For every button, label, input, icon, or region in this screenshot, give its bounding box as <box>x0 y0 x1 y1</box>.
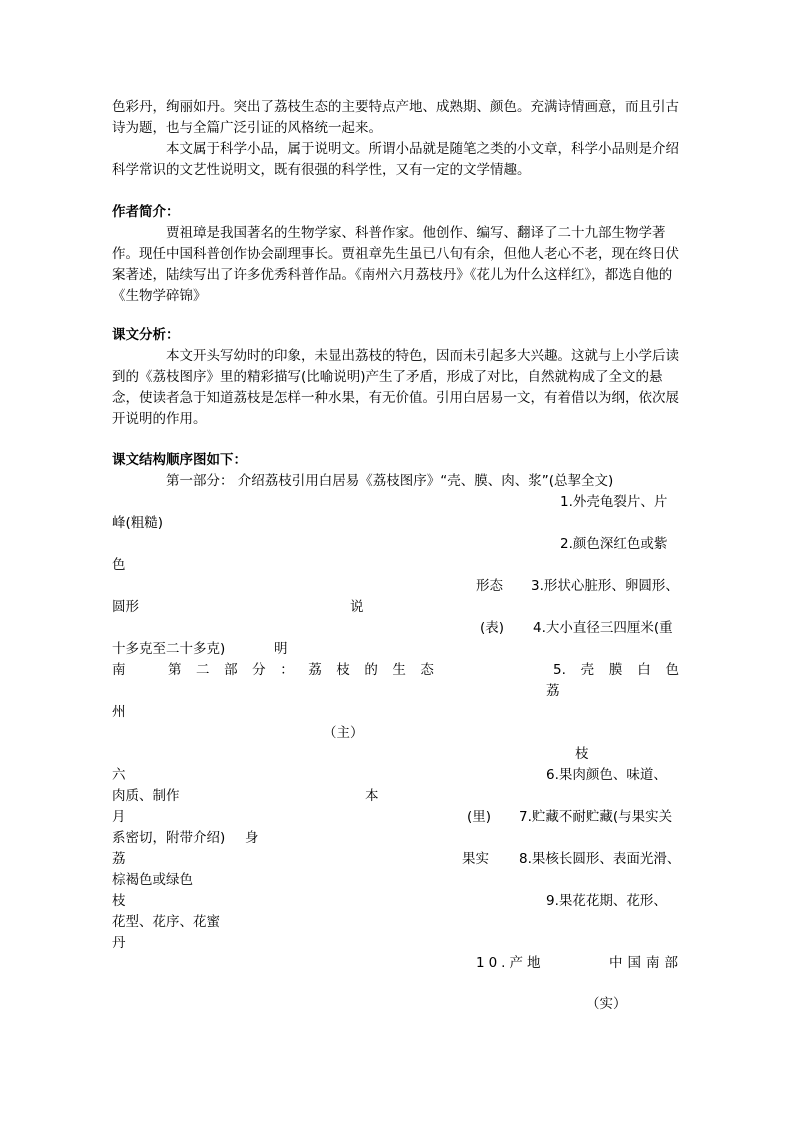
structure-part1: 第一部分： 介绍荔枝引用白居易《荔枝图序》“壳、膜、肉、浆”(总挈全文) <box>166 473 614 489</box>
item-8-b: 棕褐色或绿色 <box>112 872 193 888</box>
intro-line: 色彩丹，绚丽如丹。突出了荔枝生态的主要特点产地、成熟期、颜色。充满诗情画意，而且引古诗为题，也与全篇广泛引证的风格统一起来。 <box>112 99 679 136</box>
item-2-a: 2.颜色深红色或紫 <box>560 536 668 552</box>
part2-char: ： <box>280 662 294 678</box>
part2-char: 态 <box>420 662 434 678</box>
part2-char: 分 <box>252 662 266 678</box>
label-ming: 明 <box>274 641 288 657</box>
structure-heading: 课文结构顺序图如下： <box>112 452 247 468</box>
label-zhi2: 枝 <box>112 893 126 909</box>
item-8-a: 8.果核长圆形、表面光滑、 <box>519 851 681 867</box>
label-liu: 六 <box>112 767 126 783</box>
part2-char: 二 <box>196 662 210 678</box>
label-li-paren: (里) <box>467 809 492 825</box>
part2-char: 生 <box>392 662 406 678</box>
item-3-b: 圆形 <box>112 599 139 615</box>
analysis-section <box>112 325 682 430</box>
intro-section <box>112 97 682 181</box>
item-10-b: 中国南部 <box>609 955 683 971</box>
item-5 <box>553 660 679 681</box>
label-xingtai: 形态 <box>476 578 503 594</box>
analysis-body: 本文开头写幼时的印象，未显出荔枝的特色，因而未引起多大兴趣。这就与上小学后读到的《荔枝图序》里的精彩描写(比喻说明)产生了矛盾，形成了对比，自然就构成了全文的悬念，使读者急于知道荔枝是怎样一种水果，有无价值。引用白居易一文，有着借以为纲，依次展开说明的作用。 <box>112 348 679 427</box>
item-3-a: 3.形状心脏形、卵圆形、 <box>531 578 679 594</box>
item-4-a: 4.大小直径三四厘米(重 <box>533 620 673 636</box>
label-shi: （实） <box>586 996 627 1012</box>
item5-part: 色 <box>665 662 679 678</box>
label-shen: 身 <box>245 830 259 846</box>
author-heading: 作者简介： <box>112 204 180 220</box>
item-7-b: 系密切，附带介绍) <box>112 830 226 846</box>
item5-part: 白 <box>637 662 651 678</box>
item-4-b: 十多克至二十多克) <box>112 641 226 657</box>
label-li: 荔 <box>546 683 560 699</box>
author-body: 贾祖璋是我国著名的生物学家、科普作家。他创作、编写、翻译了二十九部生物学著作。现任中国科普创作协会副理事长。贾祖章先生虽已八旬有余，但他人老心不老，现在终日伏案著述，陆续写出了许多优秀科普作品。《南州六月荔枝丹》《花儿为什么这样红》，都选自他的《生物学碎锦》 <box>112 225 679 304</box>
item-9-b: 花型、花序、花蜜 <box>112 914 220 930</box>
label-ben: 本 <box>365 788 379 804</box>
item-7-a: 7.贮藏不耐贮藏(与果实关 <box>519 809 673 825</box>
part2-char: 荔 <box>308 662 322 678</box>
label-yue: 月 <box>112 809 126 825</box>
label-zhu: （主） <box>323 725 364 741</box>
analysis-heading: 课文分析： <box>112 327 180 343</box>
item5-part: 壳 <box>580 662 595 678</box>
item-10-a: 10.产地 <box>476 955 545 971</box>
part2-char: 枝 <box>336 662 350 678</box>
item-2-b: 色 <box>112 557 126 573</box>
item-1-b: 峰(粗糙) <box>112 515 164 531</box>
item-6-a: 6.果肉颜色、味道、 <box>546 767 667 783</box>
intro-paragraph: 本文属于科学小品，属于说明文。所谓小品就是随笔之类的小文章，科学小品则是介绍科学常识的文艺性说明文，既有很强的科学性，又有一定的文学情趣。 <box>112 141 679 178</box>
part2-char: 的 <box>364 662 378 678</box>
label-guoshi: 果实 <box>462 851 489 867</box>
item-1-a: 1.外壳龟裂片、片 <box>560 494 668 510</box>
label-zhi: 枝 <box>575 746 589 762</box>
label-biao: (表) <box>480 620 505 636</box>
part2-char: 第 <box>168 662 182 678</box>
part2-char: 部 <box>224 662 238 678</box>
author-section <box>112 202 682 307</box>
label-nan: 南 <box>112 662 126 678</box>
structure-part2 <box>168 660 434 681</box>
item5-part: 膜 <box>608 662 623 678</box>
item-6-b: 肉质、制作 <box>112 788 180 804</box>
label-li2: 荔 <box>112 851 126 867</box>
item5-part: 5. <box>553 662 566 678</box>
label-zhou: 州 <box>112 704 126 720</box>
label-dan: 丹 <box>112 935 126 951</box>
item-9-a: 9.果花花期、花形、 <box>546 893 667 909</box>
label-shuo: 说 <box>350 599 364 615</box>
